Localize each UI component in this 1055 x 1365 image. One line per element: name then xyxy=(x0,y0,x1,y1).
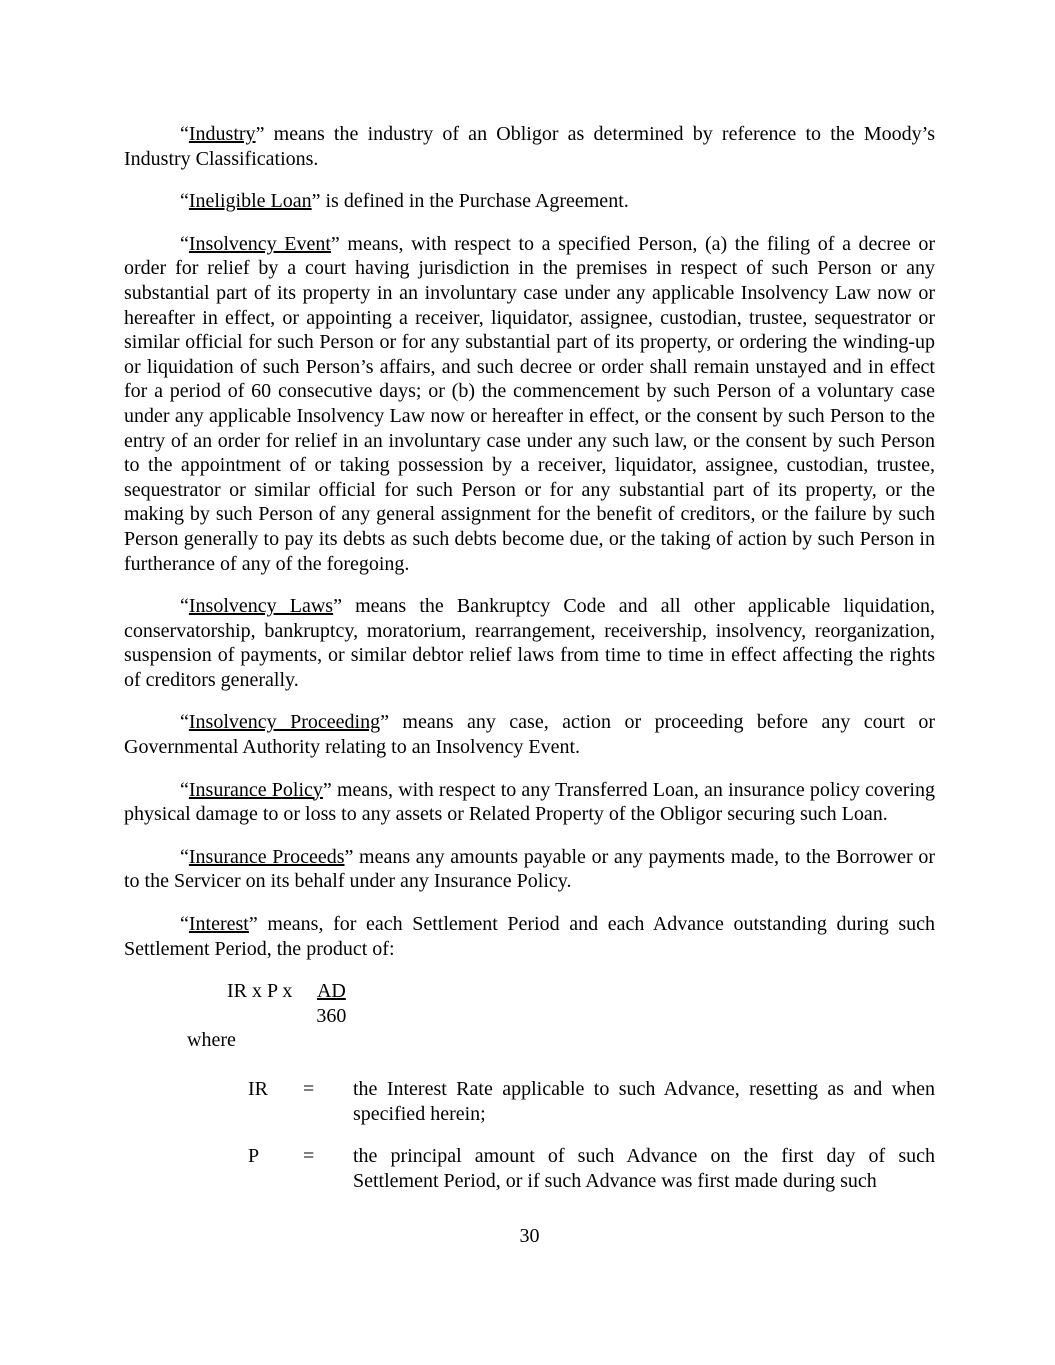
definition-text: ” means, with respect to a specified Person, (a) the filing of a decree or order for relief by a court having jurisdiction in the premises in respect of such Person or any substantial part of its property in an involuntary case under any applicable Insolvency Law now or hereafter in effect, or appointing a receiver, liquidator, assignee, custodian, trustee, sequestrator or similar official for such Person or for any substantial part of its property, or ordering the winding-up or liquidation of such Person’s affairs, and such decree or order shall remain unstayed and in effect for a period of 60 consecutive days; or (b) the commencement by such Person of a voluntary case under any applicable Insolvency Law now or hereafter in effect, or the consent by such Person to the entry of an order for relief in an involuntary case under any such law, or the consent by such Person to the appointment of or taking possession by a receiver, liquidator, assignee, custodian, trustee, sequestrator or similar official for such Person or for any substantial part of its property, or the making by such Person of any general assignment for the benefit of creditors, or the failure by such Person generally to pay its debts as such debts become due, or the taking of action by such Person in furtherance of any of the foregoing. xyxy=(124,232,935,575)
equals-sign: = xyxy=(303,1078,315,1100)
variable-row-ir xyxy=(248,1077,935,1126)
open-quote: “ xyxy=(180,595,189,618)
definition-text: ” means the Bankruptcy Code and all other applicable liquidation, conservatorship, bankruptcy, moratorium, rearrangement, receivership, insolvency, reorganization, suspension of payments, or similar debtor relief laws from time to time in effect affecting the rights of creditors generally. xyxy=(124,595,936,691)
definition-insolvency-proceeding xyxy=(124,710,935,759)
definition-text: ” means, for each Settlement Period and each Advance outstanding during such Settlement Period, the product of: xyxy=(124,913,935,960)
definition-text: ” means any amounts payable or any payments made, to the Borrower or to the Servicer on its behalf under any Insurance Policy. xyxy=(124,845,935,893)
defined-term-insolvency-laws: Insolvency Laws xyxy=(188,595,334,618)
definition-insolvency-event xyxy=(124,232,935,576)
definition-industry xyxy=(124,122,935,171)
defined-term-insurance-policy: Insurance Policy xyxy=(188,778,323,801)
defined-term-industry: Industry xyxy=(188,123,256,145)
variable-description-ir: the Interest Rate applicable to such Advance, resetting as and when specified herein; xyxy=(353,1078,935,1125)
definition-text: ” is defined in the Purchase Agreement. xyxy=(311,190,629,213)
definition-text: ” means, with respect to any Transferred Loan, an insurance policy covering physical damage to or loss to any assets or Related Property of the Obligor securing such Loan. xyxy=(124,778,935,826)
definition-insurance-policy xyxy=(124,778,935,827)
open-quote: “ xyxy=(180,232,189,255)
definition-text: ” means any case, action or proceeding before any court or Governmental Authority relating to an Insolvency Event. xyxy=(124,711,935,759)
defined-term-interest: Interest xyxy=(188,913,249,936)
variable-symbol-ir: IR xyxy=(248,1078,268,1100)
defined-term-insolvency-event: Insolvency Event xyxy=(188,232,331,255)
open-quote: “ xyxy=(180,845,189,868)
variable-row-p xyxy=(248,1144,935,1193)
open-quote: “ xyxy=(180,190,189,213)
defined-term-insurance-proceeds: Insurance Proceeds xyxy=(188,845,345,868)
formula-multiplicand: IR x P x xyxy=(227,980,293,1003)
where-label: where xyxy=(187,1029,236,1052)
equals-sign: = xyxy=(303,1145,315,1168)
page-number: 30 xyxy=(519,1225,540,1247)
open-quote: “ xyxy=(180,913,189,936)
definition-interest xyxy=(124,912,935,961)
variable-description-p: the principal amount of such Advance on the first day of such Settlement Period, or if such Advance was first made during such xyxy=(353,1145,935,1192)
definition-insurance-proceeds xyxy=(124,845,935,894)
interest-formula xyxy=(227,979,935,1028)
defined-term-insolvency-proceeding: Insolvency Proceeding xyxy=(188,711,381,734)
formula-denominator: 360 xyxy=(316,1004,347,1027)
formula-fraction xyxy=(316,979,346,1028)
variable-symbol-p: P xyxy=(248,1145,260,1168)
defined-term-ineligible-loan: Ineligible Loan xyxy=(188,190,312,213)
open-quote: “ xyxy=(180,711,189,734)
open-quote: “ xyxy=(180,123,189,145)
definition-insolvency-laws xyxy=(124,594,935,692)
open-quote: “ xyxy=(180,778,189,801)
definition-ineligible-loan xyxy=(124,189,935,214)
definition-text: ” means the industry of an Obligor as determined by reference to the Moody’s Industry Classifications. xyxy=(124,123,935,170)
formula-numerator: AD xyxy=(316,980,346,1003)
